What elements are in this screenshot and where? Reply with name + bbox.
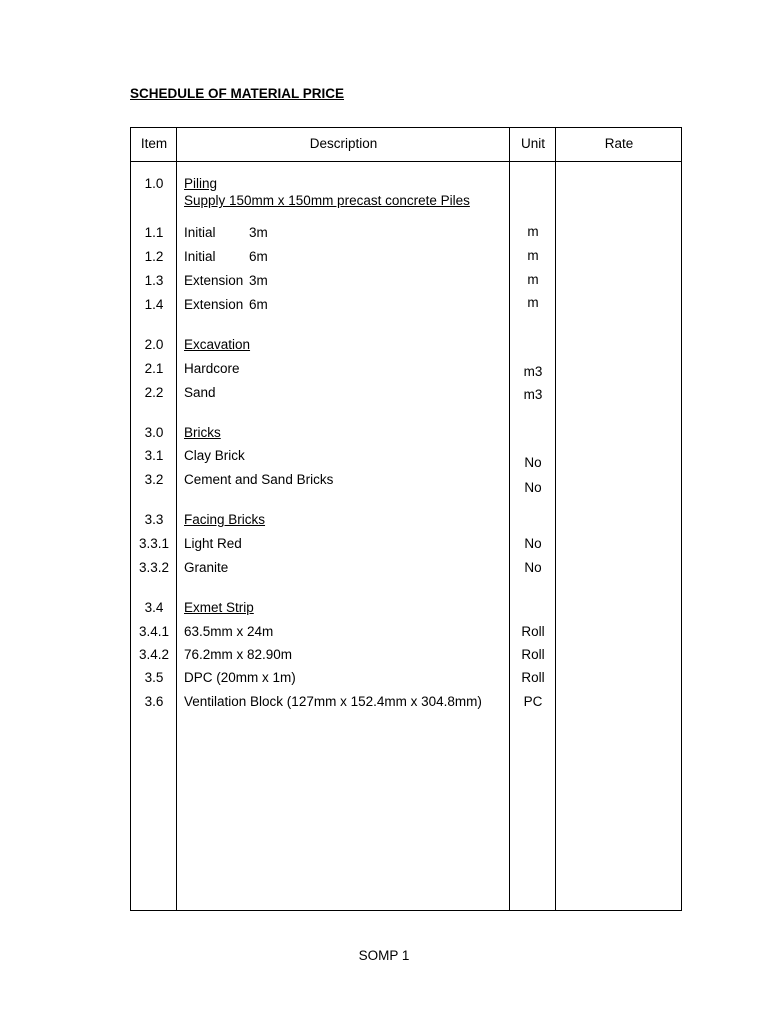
header-description: Description <box>309 136 378 151</box>
item-number: 3.3.2 <box>138 560 170 575</box>
item-number: 3.4.1 <box>138 624 170 639</box>
description-text: 63.5mm x 24m <box>184 624 274 639</box>
item-number: 3.0 <box>144 425 164 440</box>
unit-value: Roll <box>521 670 545 685</box>
item-number: 1.2 <box>144 249 164 264</box>
description-text: DPC (20mm x 1m) <box>184 670 296 685</box>
column-divider <box>509 128 510 910</box>
section-heading: Piling <box>184 176 218 191</box>
description-part: Extension <box>184 273 244 288</box>
unit-value: m <box>527 272 539 287</box>
section-heading: Excavation <box>184 337 251 352</box>
material-price-table <box>130 127 682 911</box>
unit-value: No <box>524 480 542 495</box>
description-text <box>184 297 268 313</box>
description-text: Granite <box>184 560 229 575</box>
description-text: Supply 150mm x 150mm precast concrete Piles <box>184 193 470 208</box>
section-heading: Facing Bricks <box>184 512 266 527</box>
description-text <box>184 249 268 265</box>
item-number: 3.3 <box>144 512 164 527</box>
description-text: Clay Brick <box>184 448 245 463</box>
unit-value: Roll <box>521 647 545 662</box>
item-number: 2.1 <box>144 361 164 376</box>
description-part: Initial <box>184 249 216 264</box>
description-text <box>184 225 268 241</box>
unit-value: No <box>524 536 542 551</box>
description-part: Initial <box>184 225 216 240</box>
section-heading: Exmet Strip <box>184 600 254 615</box>
header-rate: Rate <box>604 136 634 151</box>
unit-value: Roll <box>521 624 545 639</box>
item-number: 3.6 <box>144 694 164 709</box>
item-number: 2.2 <box>144 385 164 400</box>
item-number: 1.0 <box>144 176 164 191</box>
item-number: 3.1 <box>144 448 164 463</box>
item-number: 1.1 <box>144 225 164 240</box>
description-text: Cement and Sand Bricks <box>184 472 334 487</box>
description-part: 3m <box>249 273 268 288</box>
description-part: 6m <box>249 297 268 312</box>
description-text: Hardcore <box>184 361 240 376</box>
description-text: 76.2mm x 82.90m <box>184 647 293 662</box>
unit-value: m <box>527 248 539 263</box>
unit-value: m3 <box>523 364 543 379</box>
header-item: Item <box>140 136 168 151</box>
column-divider <box>555 128 556 910</box>
unit-value: m <box>527 224 539 239</box>
page-title: SCHEDULE OF MATERIAL PRICE <box>130 86 345 101</box>
item-number: 1.4 <box>144 297 164 312</box>
unit-value: m3 <box>523 387 543 402</box>
description-text: Sand <box>184 385 216 400</box>
description-part: 3m <box>249 225 268 240</box>
unit-value: PC <box>523 694 543 709</box>
page-footer: SOMP 1 <box>358 948 410 963</box>
item-number: 3.4.2 <box>138 647 170 662</box>
item-number: 3.5 <box>144 670 164 685</box>
description-text: Ventilation Block (127mm x 152.4mm x 304.8mm) <box>184 694 482 709</box>
unit-value: No <box>524 455 542 470</box>
unit-value: No <box>524 560 542 575</box>
item-number: 3.4 <box>144 600 164 615</box>
item-number: 3.3.1 <box>138 536 170 551</box>
header-divider <box>131 161 681 162</box>
section-heading: Bricks <box>184 425 221 440</box>
item-number: 3.2 <box>144 472 164 487</box>
item-number: 1.3 <box>144 273 164 288</box>
description-text <box>184 273 268 289</box>
item-number: 2.0 <box>144 337 164 352</box>
description-part: Extension <box>184 297 244 312</box>
header-unit: Unit <box>520 136 545 151</box>
description-part: 6m <box>249 249 268 264</box>
unit-value: m <box>527 295 539 310</box>
description-text: Light Red <box>184 536 242 551</box>
